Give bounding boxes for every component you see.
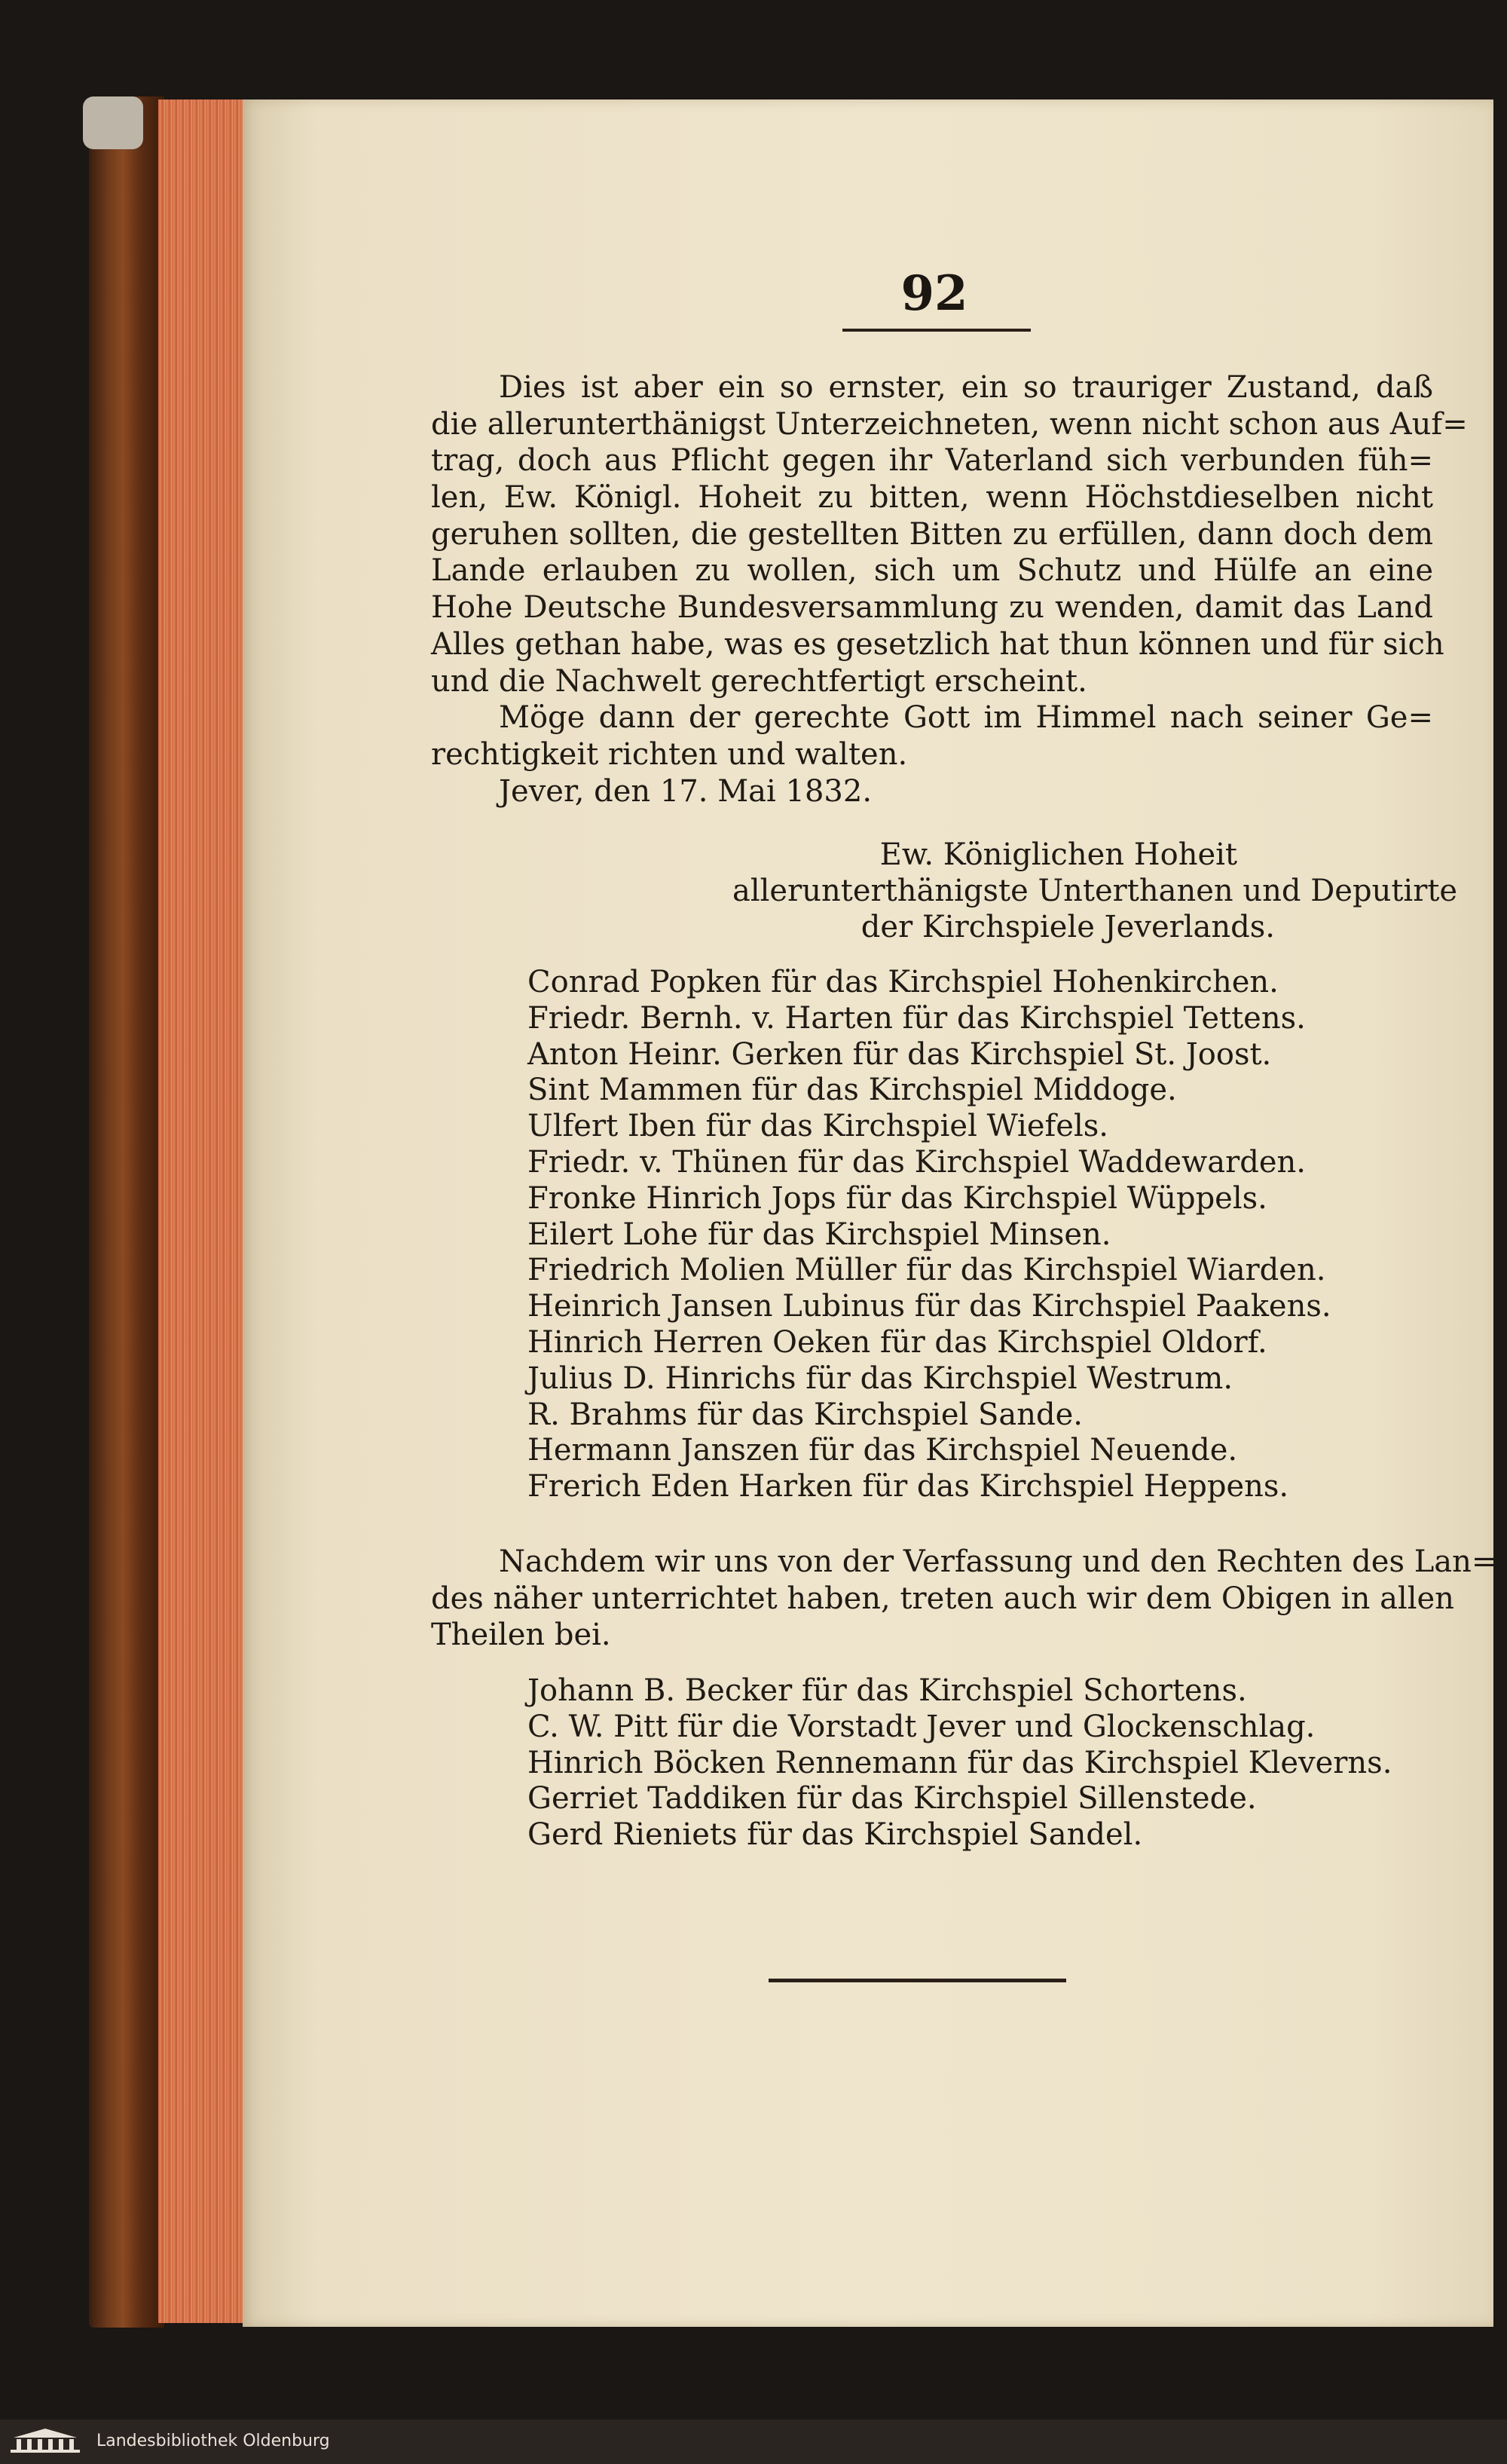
signatory-line: Friedr. Bernh. v. Harten für das Kirchspiel Tettens. <box>527 1000 1306 1036</box>
text-line: Möge dann der gerechte Gott im Himmel nach seiner Ge= <box>499 700 1433 736</box>
library-building-icon <box>8 2427 83 2457</box>
text-line: Nachdem wir uns von der Verfassung und den Rechten des Lan= <box>499 1544 1497 1579</box>
paragraph-1 <box>431 369 1468 810</box>
signatory-line: Frerich Eden Harken für das Kirchspiel Heppens. <box>527 1469 1289 1504</box>
signatories-list-2 <box>527 1673 1432 1853</box>
closing-line: Ew. Königlichen Hoheit <box>879 837 1237 872</box>
signatory-line: Julius D. Hinrichs für das Kirchspiel Westrum. <box>527 1361 1233 1396</box>
signatory-line: Sint Mammen für das Kirchspiel Middoge. <box>527 1073 1177 1108</box>
closing-line: der Kirchspiele Jeverlands. <box>860 910 1275 944</box>
text-line: Hohe Deutsche Bundesversammlung zu wenden, damit das Land <box>431 590 1433 626</box>
text-line: len, Ew. Königl. Hoheit zu bitten, wenn Höchstdieselben nicht <box>431 480 1433 516</box>
book-spine <box>89 96 164 2328</box>
signatory-line: Ulfert Iben für das Kirchspiel Wiefels. <box>527 1109 1108 1144</box>
text-line: geruhen sollten, die gestellten Bitten zu erfüllen, dann doch dem <box>431 516 1433 552</box>
text-line: die allerunterthänigst Unterzeichneten, wenn nicht schon aus Auf= <box>431 406 1468 442</box>
paragraph-2 <box>431 1544 1497 1654</box>
signatory-line: Heinrich Jansen Lubinus für das Kirchspiel Paakens. <box>527 1289 1331 1324</box>
library-name: Landesbibliothek Oldenburg <box>96 2432 330 2450</box>
signatory-line: Eilert Lohe für das Kirchspiel Minsen. <box>527 1217 1111 1252</box>
text-line: Lande erlauben zu wollen, sich um Schutz und Hülfe an eine <box>431 553 1433 589</box>
text-line: des näher unterrichtet haben, treten auch wir dem Obigen in allen <box>431 1581 1454 1616</box>
text-line: rechtigkeit richten und walten. <box>431 736 908 772</box>
binding-clip <box>83 96 143 149</box>
end-rule <box>769 1979 1066 1982</box>
signatory-line: Johann B. Becker für das Kirchspiel Schortens. <box>527 1673 1247 1708</box>
signatory-line: Hermann Janszen für das Kirchspiel Neuende. <box>527 1433 1238 1468</box>
signatory-line: Gerriet Taddiken für das Kirchspiel Sillenstede. <box>527 1781 1257 1817</box>
signatory-line: Gerd Rieniets für das Kirchspiel Sandel. <box>527 1817 1143 1853</box>
place-date-line: Jever, den 17. Mai 1832. <box>499 773 873 809</box>
signatory-line: Conrad Popken für das Kirchspiel Hohenkirchen. <box>527 965 1279 999</box>
page-number: 92 <box>900 265 968 322</box>
page-number-rule <box>842 329 1031 332</box>
signatory-line: Fronke Hinrich Jops für das Kirchspiel Wüppels. <box>527 1180 1267 1216</box>
signatories-list-1 <box>527 965 1432 1505</box>
signatory-line: Friedrich Molien Müller für das Kirchspiel Wiarden. <box>527 1253 1326 1288</box>
text-line: Theilen bei. <box>431 1618 611 1653</box>
signatory-line: R. Brahms für das Kirchspiel Sande. <box>527 1397 1084 1432</box>
signatory-line: Friedr. v. Thünen für das Kirchspiel Waddewarden. <box>527 1144 1306 1180</box>
text-line: und die Nachwelt gerechtfertigt erscheint. <box>431 663 1087 699</box>
signatory-line: Anton Heinr. Gerken für das Kirchspiel St. Joost. <box>527 1036 1272 1072</box>
signatory-line: Hinrich Herren Oeken für das Kirchspiel Oldorf. <box>527 1324 1267 1360</box>
signatory-line: Hinrich Böcken Rennemann für das Kirchspiel Kleverns. <box>527 1745 1392 1780</box>
page-edges <box>158 99 249 2323</box>
text-line: Alles gethan habe, was es gesetzlich hat thun können und für sich <box>431 626 1444 662</box>
closing-formula <box>732 837 1458 945</box>
text-line: Dies ist aber ein so ernster, ein so trauriger Zustand, daß <box>499 370 1433 405</box>
text-line: trag, doch aus Pflicht gegen ihr Vaterland sich verbunden füh= <box>431 443 1433 479</box>
closing-line: allerunterthänigste Unterthanen und Deputirte <box>732 874 1458 908</box>
signatory-line: C. W. Pitt für die Vorstadt Jever und Glockenschlag. <box>527 1709 1316 1744</box>
